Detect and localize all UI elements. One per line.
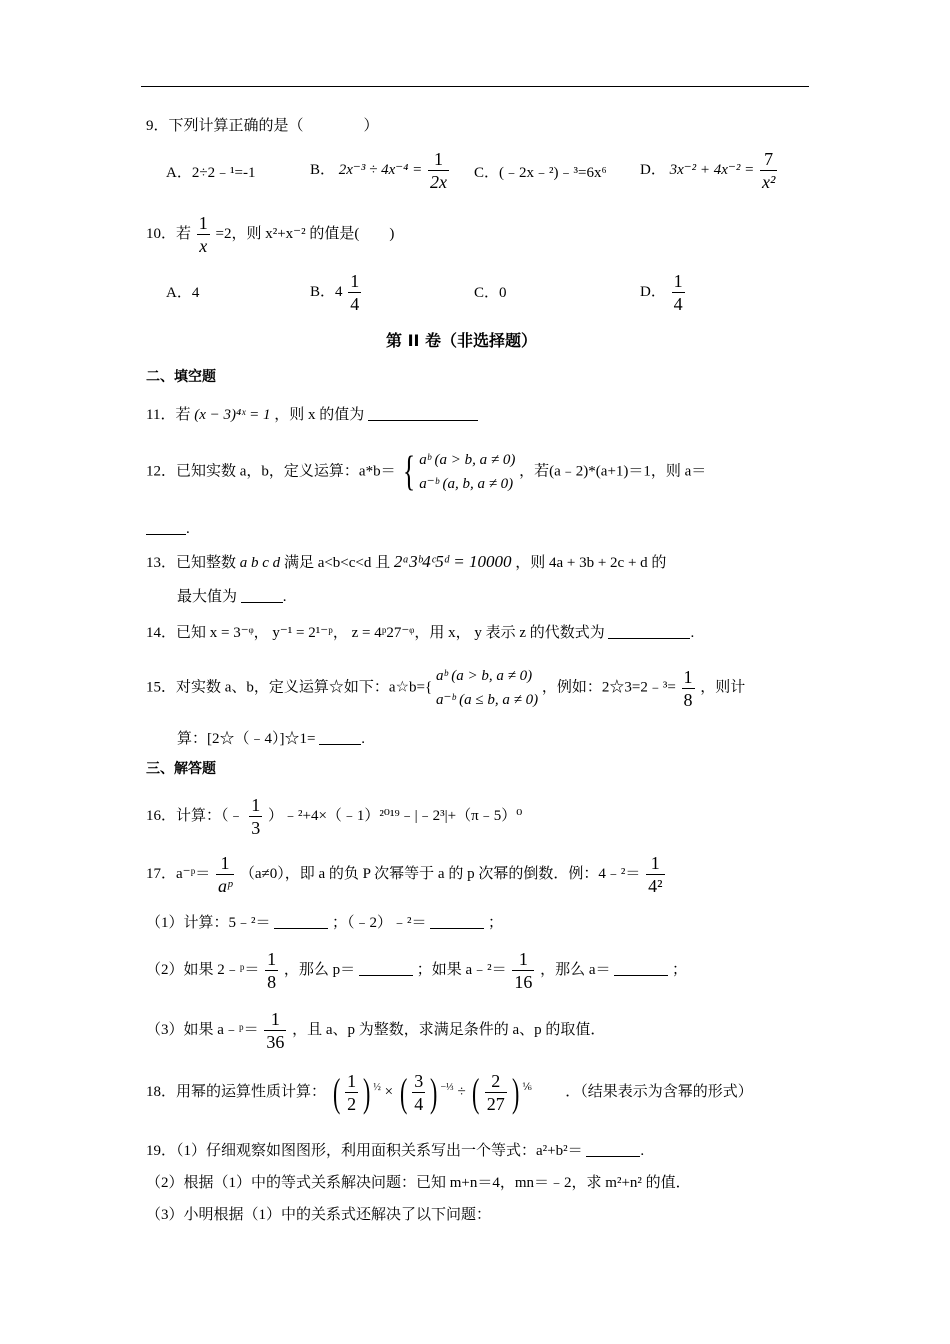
q15-line2: 算：[2☆（﹣4）]☆1= . <box>177 731 365 747</box>
q12-answer-blank[interactable] <box>146 520 186 535</box>
q9-option-c: C．(﹣2x﹣²)﹣³=6x⁶ <box>474 165 607 181</box>
q14-answer-blank[interactable] <box>608 624 690 639</box>
q17-sub3-fraction: $\frac{1}{36}$ <box>266 1009 285 1052</box>
q18-fraction-2: $\frac{3}{4}$ <box>414 1071 424 1114</box>
q17-sub1: （1）计算：5﹣²＝ ；（﹣2）﹣²＝ ； <box>146 915 504 931</box>
q10-stem: 10．若 $\frac{1}{x}$ =2，则 x²+x⁻² 的值是( ) <box>146 213 395 256</box>
q9-option-b-expr: 2x⁻³ ÷ 4x⁻⁴ = <box>338 161 423 178</box>
q19-part1: 19．（1）仔细观察如图图形，利用面积关系写出一个等式：a²+b²＝ . <box>146 1143 645 1159</box>
q17-sub2-blank-a[interactable] <box>614 961 668 976</box>
q9-option-d-fraction: $\frac{7}{\text{x²}}$ <box>761 149 776 192</box>
q9-option-b-label: B． <box>310 161 336 178</box>
q15-cases: aᵇ (a > b, a ≠ 0) a⁻ᵇ (a ≤ b, a ≠ 0) <box>435 668 539 708</box>
q10-option-a: A．4 <box>166 285 200 301</box>
part2-title: 第 II 卷（非选择题） <box>386 331 538 350</box>
q17-sub2-fraction-2: $\frac{1}{16}$ <box>514 949 533 992</box>
section-answer: 三、解答题 <box>146 761 216 777</box>
q15-answer-blank[interactable] <box>319 730 361 745</box>
q9-option-b-fraction: $\frac{1}{2x}$ <box>429 149 447 192</box>
q18: 18．用幂的运算性质计算： ( $\frac{1}{2}$ ) $^{\frac{1}{2}}$ × ( $\frac{3}{4}$ ) $^{-\frac{1}{3}}$ ÷ ( $\frac{2}{27}$ ) $^{\frac{1}{6}}$ ．（结果表示为含幂的形式） <box>146 1069 753 1115</box>
q10-option-d-fraction: $\frac{1}{4}$ <box>673 271 683 314</box>
section-fill-in: 二、填空题 <box>146 369 216 385</box>
q16-fraction: $\frac{1}{3}$ <box>251 795 261 838</box>
q10-fraction: $\frac{1}{x}$ <box>198 213 208 256</box>
q10-option-b-fraction: $\frac{1}{4}$ <box>350 271 360 314</box>
q17-sub2-fraction-1: $\frac{1}{8}$ <box>267 949 277 992</box>
q17: 17．a⁻ᵖ＝ $\frac{1}{\text{aᵖ}}$ （a≠0），即 a 的负 P 次幂等于 a 的 p 次幂的倒数．例：4﹣²＝ $\frac{1}{\text{4²}}$ <box>146 853 663 896</box>
q10-option-c: C．0 <box>474 285 507 301</box>
q9-stem: 9．下列计算正确的是（ ） <box>146 118 379 134</box>
q17-sub1-blank-1[interactable] <box>274 914 328 929</box>
q19-answer-blank[interactable] <box>586 1142 640 1157</box>
q17-fraction-1: $\frac{1}{\text{aᵖ}}$ <box>218 853 233 896</box>
q13-line2: 最大值为 . <box>177 589 287 605</box>
q9-option-d <box>640 150 779 191</box>
q13-answer-blank[interactable] <box>241 588 283 603</box>
q15-fraction: $\frac{1}{8}$ <box>683 666 693 710</box>
q12-answer-line: . <box>146 520 190 538</box>
q18-fraction-1: $\frac{1}{2}$ <box>347 1071 357 1114</box>
q17-fraction-2: $\frac{1}{\text{4²}}$ <box>648 853 663 896</box>
q17-sub3: （3）如果 a﹣ᵖ＝ $\frac{1}{36}$ ，且 a、p 为整数，求满足条件的 a、p 的取值． <box>146 1009 606 1052</box>
q17-sub1-blank-2[interactable] <box>430 914 484 929</box>
q15: 15．对实数 a、b，定义运算☆如下：a☆b={ aᵇ (a > b, a ≠ 0) a⁻ᵇ (a ≤ b, a ≠ 0) ，例如：2☆3=2﹣³= $\frac{1}{8}$ ，则计 <box>146 664 745 712</box>
q9-option-d-expr: 3x⁻² + 4x⁻² = <box>669 161 755 178</box>
q9-option-b <box>310 150 451 191</box>
q11-answer-blank[interactable] <box>368 406 478 421</box>
q17-sub2: （2）如果 2﹣ᵖ＝ $\frac{1}{8}$ ，那么 p＝ ；如果 a﹣²＝ $\frac{1}{16}$ ，那么 a＝ ； <box>146 949 688 992</box>
q12-brace: { <box>403 449 416 495</box>
q10-option-d: D． $\frac{1}{4}$ <box>640 271 683 314</box>
header-rule <box>141 86 809 87</box>
q19-part3: （3）小明根据（1）中的关系式还解决了以下问题： <box>146 1207 492 1223</box>
q9-option-a: A．2÷2﹣¹=-1 <box>166 165 256 181</box>
q16: 16．计算：（﹣ $\frac{1}{3}$ ）﹣²+4×（﹣1）²⁰¹⁹﹣|﹣2³|+（π﹣5）⁰ <box>146 795 523 838</box>
q18-fraction-3: $\frac{2}{27}$ <box>486 1071 505 1114</box>
q17-sub2-blank-p[interactable] <box>359 961 413 976</box>
q12-cases: aᵇ (a > b, a ≠ 0) a⁻ᵇ (a, b, a ≠ 0) <box>419 452 516 492</box>
q11: 11．若 (x − 3)⁴ˣ = 1 ，则 x 的值为 <box>146 406 478 424</box>
q9-option-d-label: D． <box>640 161 666 178</box>
q12: 12．已知实数 a，b，定义运算：a*b＝ { aᵇ (a > b, a ≠ 0) a⁻ᵇ (a, b, a ≠ 0) ，若(a﹣2)*(a+1)＝1，则 a＝ <box>146 449 707 495</box>
q13: 13．已知整数 a b c d 满足 a<b<c<d 且 2ᵃ3ᵇ4ᶜ5ᵈ = 10000 ，则 4a + 3b + 2c + d 的 <box>146 552 667 571</box>
q19-part2: （2）根据（1）中的等式关系解决问题：已知 m+n＝4，mn＝﹣2，求 m²+n² 的值． <box>146 1175 691 1191</box>
q10-option-b: B．4 $\frac{1}{4}$ <box>310 271 360 314</box>
q14: 14．已知 x = 3⁻ᵠ， y⁻¹ = 2¹⁻ᵖ， z = 4ᵖ27⁻ᵠ，用 x， y 表示 z 的代数式为 . <box>146 625 695 641</box>
